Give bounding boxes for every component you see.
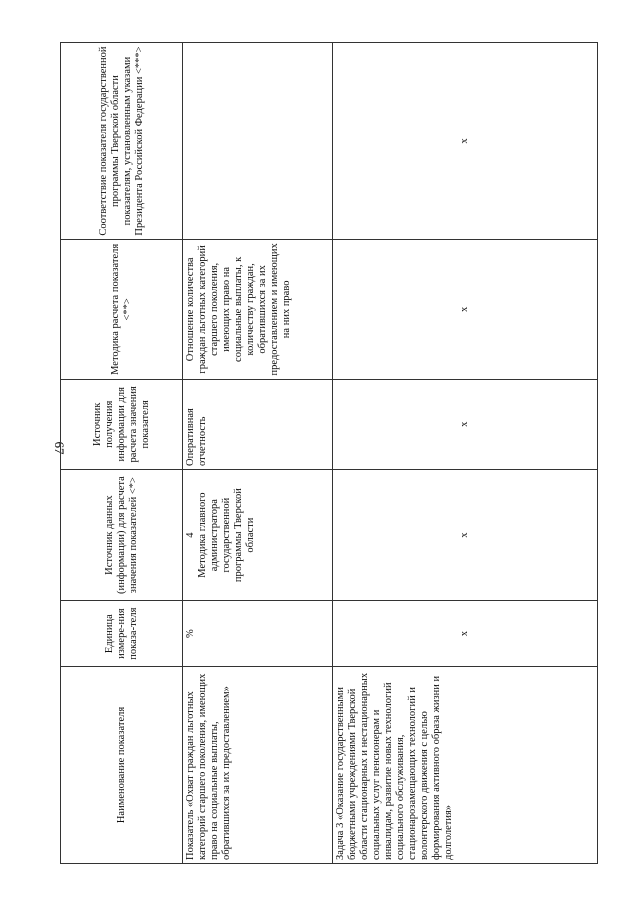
row1-data-source-text: Методика главного администратора государственной программы Тверской области	[197, 488, 256, 583]
row2-info-source: х	[333, 379, 598, 469]
header-indicator-name: Наименование показателя	[61, 666, 183, 863]
header-info-source: Источник получения информации для расчета значения показателя	[61, 379, 183, 469]
row1-name: Показатель «Охват граждан льготных категорий старшего поколения, имеющих право на социальные выплаты, обратившихся за их предоставлением»	[183, 666, 333, 863]
row1-data-source	[183, 469, 333, 600]
row2-method: х	[333, 240, 598, 380]
header-unit: Единица измере-ния показа-теля	[61, 601, 183, 667]
header-compliance: Соответствие показателя государственной программы Тверской области показателям, установленным указами Президента Российской Федерации <***>	[61, 43, 183, 240]
row2-compliance: х	[333, 43, 598, 240]
row1-info-source: Оперативная отчетность	[183, 379, 333, 469]
table-row	[333, 43, 598, 864]
indicators-table	[60, 42, 598, 864]
row2-name: Задача 3 «Оказание государственными бюджетными учреждениями Тверской области стационарных и нестационарных социальных услуг пенсионерам и инвалидам, развитие новых технологий социального обслуживания, стационарозамещающих технологий и волонтерского движения с целью формирования активного образа жизни и долголетия»	[333, 666, 598, 863]
row2-data-source: х	[333, 469, 598, 600]
table-header-row	[61, 43, 183, 864]
table-row	[183, 43, 333, 864]
row1-method: Отношение количества граждан льготных категорий старшего поколения, имеющих право на социальные выплаты, к количеству граждан, обратившихся за их предоставлением и имеющих на них право	[183, 240, 333, 380]
row2-unit: х	[333, 601, 598, 667]
row1-unit: %	[183, 601, 333, 667]
header-method: Методика расчета показателя <**>	[61, 240, 183, 380]
row1-data-source-num: 4	[185, 532, 196, 538]
rotated-table-wrapper	[60, 42, 598, 864]
page-number: 67	[52, 441, 67, 455]
header-data-source: Источник данных (информации) для расчета значения показателей <*>	[61, 469, 183, 600]
row1-compliance	[183, 43, 333, 240]
